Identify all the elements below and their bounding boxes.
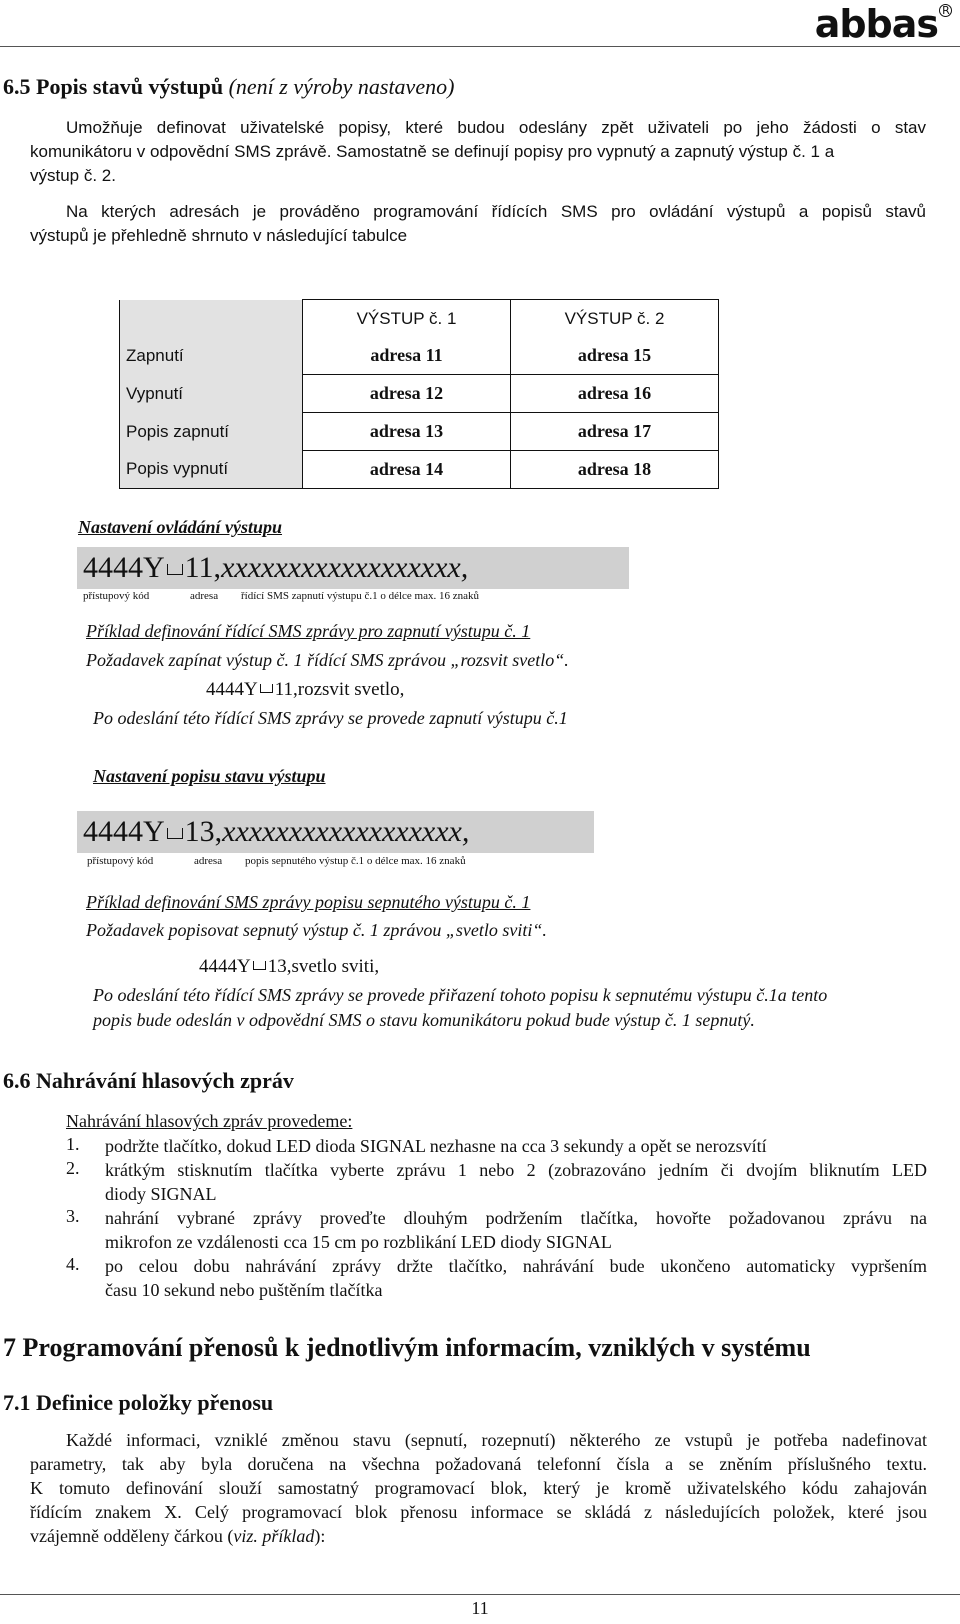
caption-description: popis sepnutého výstup č.1 o délce max. 16 znaků	[245, 855, 466, 867]
table-row	[120, 413, 719, 451]
list-item-text-continued: času 10 sekund nebo puštěním tlačítka	[105, 1280, 383, 1300]
cmd-variable: xxxxxxxxxxxxxxxxxx,	[222, 815, 470, 848]
heading-note: (není z výroby nastaveno)	[228, 74, 455, 99]
description-setting-title: Nastavení popisu stavu výstupu	[93, 766, 326, 786]
description-example-result-line-1: Po odeslání této řídící SMS zprávy se provede přiřazení tohoto popisu k sepnutému výstupu č.1a tento	[93, 985, 828, 1005]
list-item-text: nahrání vybrané zprávy proveďte dlouhým podržením tlačítka, hovořte požadovanou zprávu na	[105, 1208, 927, 1228]
list-item-text: po celou dobu nahrávání zprávy držte tlačítko, nahrávání bude ukončeno automaticky vypršením	[105, 1256, 927, 1276]
control-example-command	[206, 679, 404, 701]
caption-address: adresa	[190, 590, 219, 602]
table-cell: adresa 11	[303, 337, 511, 375]
para-text: ):	[314, 1526, 326, 1546]
description-example-command	[199, 956, 379, 978]
registered-mark-icon: R	[939, 4, 952, 17]
section-7-1-heading: 7.1 Definice položky přenosu	[3, 1390, 274, 1415]
caption-access-code: přístupový kód	[87, 855, 154, 867]
section-7-1-para-line-1: Každé informaci, vzniklé změnou stavu (sepnutí, rozepnutí) některého ze vstupů je potřeba nadefinovat	[66, 1430, 927, 1450]
company-logo	[814, 2, 949, 46]
header-divider	[0, 46, 960, 47]
cmd-access-code: 4444Y	[83, 551, 165, 584]
control-command-template	[77, 547, 629, 589]
intro-line-3: výstup č. 2.	[30, 166, 116, 185]
description-example-title: Příklad definování SMS zprávy popisu sepnutého výstupu č. 1	[86, 892, 531, 912]
section-7-1-para-line-5	[30, 1524, 325, 1548]
table-cell: adresa 18	[511, 451, 719, 489]
space-symbol-icon	[167, 564, 183, 575]
para-text: vzájemně odděleny čárkou (	[30, 1526, 234, 1546]
table-row-label: Zapnutí	[120, 337, 303, 375]
table-header-cell: VÝSTUP č. 2	[511, 300, 719, 338]
table-row	[120, 337, 719, 375]
list-item-text-continued: diody SIGNAL	[105, 1184, 217, 1204]
footer-divider	[0, 1594, 960, 1595]
caption-description: řídící SMS zapnutí výstupu č.1 o délce max. 16 znaků	[241, 590, 479, 602]
table-row	[120, 451, 719, 489]
example-command-rest: 11,rozsvit svetlo,	[274, 679, 405, 700]
table-row	[120, 375, 719, 413]
table-header-cell: VÝSTUP č. 1	[303, 300, 511, 338]
description-example-request: Požadavek popisovat sepnutý výstup č. 1 zprávou „svetlo sviti“.	[86, 920, 547, 940]
section-7-heading: 7 Programování přenosů k jednotlivým informacím, vzniklých v systému	[3, 1333, 811, 1362]
recording-intro: Nahrávání hlasových zpráv provedeme:	[66, 1111, 353, 1131]
table-row-label: Popis zapnutí	[120, 413, 303, 451]
page-number: 11	[471, 1598, 489, 1618]
control-setting-title: Nastavení ovládání výstupu	[78, 517, 283, 537]
list-item-text-continued: mikrofon ze vzdálenosti cca 15 cm po rozblikání LED diody SIGNAL	[105, 1232, 612, 1252]
table-row-label: Popis vypnutí	[120, 451, 303, 489]
intro-line-1: Umožňuje definovat uživatelské popisy, které budou odeslány zpět uživateli po jeho žádosti o stav	[66, 118, 926, 137]
cmd-address: 13,	[184, 815, 223, 848]
table-cell: adresa 15	[511, 337, 719, 375]
list-item-number: 1.	[66, 1134, 80, 1154]
table-row-label: Vypnutí	[120, 375, 303, 413]
cmd-access-code: 4444Y	[83, 815, 165, 848]
description-command-template	[77, 811, 594, 853]
section-7-1-para-line-3: K tomuto definování slouží samostatný programovací blok, který je kromě uživatelského kódu zahajován	[30, 1478, 927, 1498]
address-table	[119, 299, 719, 489]
section-6-5-heading	[3, 74, 454, 100]
example-access-code: 4444Y	[206, 679, 258, 700]
table-cell: adresa 16	[511, 375, 719, 413]
list-item-text: krátkým stisknutím tlačítka vyberte zprávu 1 nebo 2 (zobrazováno jedním či dvojím bliknutím LED	[105, 1160, 927, 1180]
control-example-request: Požadavek zapínat výstup č. 1 řídící SMS zprávou „rozsvit svetlo“.	[86, 650, 569, 670]
cmd-address: 11,	[184, 551, 222, 584]
list-item-number: 4.	[66, 1254, 80, 1274]
control-example-result: Po odeslání této řídící SMS zprávy se provede zapnutí výstupu č.1	[93, 708, 568, 728]
caption-address: adresa	[194, 855, 223, 867]
space-symbol-icon	[253, 961, 266, 970]
heading-text: 6.5 Popis stavů výstupů	[3, 74, 224, 99]
logo-text: abbas	[814, 2, 938, 46]
section-7-1-para-line-2: parametry, tak aby byla doručena na všechna požadovaná telefonní čísla a se zněním příslušného textu.	[30, 1454, 927, 1474]
table-intro-line-2: výstupů je přehledně shrnuto v následující tabulce	[30, 226, 408, 245]
example-access-code: 4444Y	[199, 956, 251, 977]
description-example-result-line-2: popis bude odeslán v odpovědní SMS o stavu komunikátoru pokud bude výstup č. 1 sepnutý.	[93, 1010, 755, 1030]
space-symbol-icon	[260, 684, 273, 693]
example-command-rest: 13,svetlo sviti,	[267, 956, 380, 977]
list-item-number: 2.	[66, 1158, 80, 1178]
table-header-cell	[120, 300, 303, 338]
space-symbol-icon	[167, 828, 183, 839]
table-intro-line-1: Na kterých adresách je prováděno programování řídících SMS pro ovládání výstupů a popisů stavů	[66, 202, 926, 221]
table-cell: adresa 17	[511, 413, 719, 451]
section-7-1-para-line-4: řídícím znakem X. Celý programovací blok přenosu informace se skládá z následujících položek, které jsou	[30, 1502, 927, 1522]
list-item-number: 3.	[66, 1206, 80, 1226]
cmd-variable: xxxxxxxxxxxxxxxxxx,	[221, 551, 469, 584]
table-header-row	[120, 300, 719, 338]
table-cell: adresa 13	[303, 413, 511, 451]
caption-access-code: přístupový kód	[83, 590, 150, 602]
control-example-title: Příklad definování řídící SMS zprávy pro zapnutí výstupu č. 1	[86, 621, 531, 641]
intro-line-2: komunikátoru v odpovědní SMS zprávě. Samostatně se definují popisy pro vypnutý a zapnutý výstup č. 1 a	[30, 142, 835, 161]
table-cell: adresa 12	[303, 375, 511, 413]
para-italic-text: viz. příklad	[233, 1526, 315, 1546]
section-6-6-heading: 6.6 Nahrávání hlasových zpráv	[3, 1068, 294, 1093]
list-item-text: podržte tlačítko, dokud LED dioda SIGNAL nezhasne na cca 3 sekundy a opět se nerozsvítí	[105, 1136, 767, 1156]
table-cell: adresa 14	[303, 451, 511, 489]
